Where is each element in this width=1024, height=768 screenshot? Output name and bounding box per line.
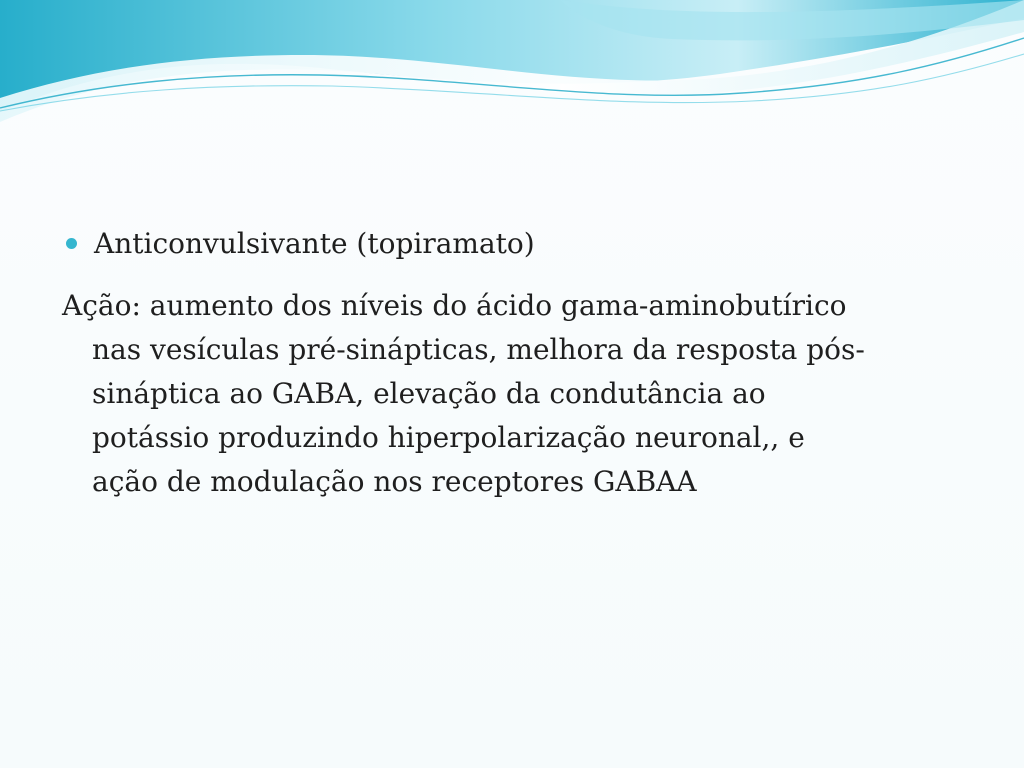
paragraph-line-2: nas vesículas pré-sinápticas, melhora da resposta pós- (92, 333, 865, 366)
bullet-text: Anticonvulsivante (topiramato) (94, 227, 535, 260)
paragraph-line-1: Ação: aumento dos níveis do ácido gama-aminobutírico (62, 289, 847, 322)
paragraph-line-4: potássio produzindo hiperpolarização neuronal,, e (92, 421, 805, 454)
round-bullet-icon (66, 238, 77, 249)
action-paragraph (62, 284, 962, 504)
paragraph-line-5: ação de modulação nos receptores GABAA (92, 465, 697, 498)
bullet-item (62, 222, 962, 266)
paragraph-line-3: sináptica ao GABA, elevação da condutância ao (92, 377, 766, 410)
slide-content (62, 222, 962, 504)
wave-decoration (0, 0, 1024, 140)
